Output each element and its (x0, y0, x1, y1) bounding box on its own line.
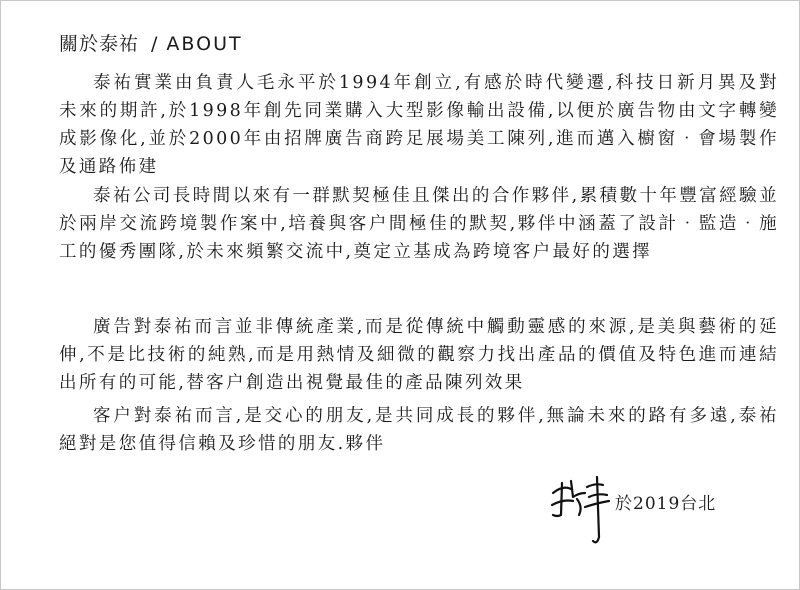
paragraph-partners: 泰祐公司長時間以來有一群默契極佳且傑出的合作夥伴,累積數十年豐富經驗並於兩岸交流跨境製作案中,培養與客户間極佳的默契,夥伴中涵蓋了設計‧監造‧施工的優秀團隊,於未來頻繁交流中,奠定立基成為跨境客户最好的選擇 (59, 186, 779, 262)
heading-english: ABOUT (166, 33, 243, 55)
paragraph-philosophy: 廣告對泰祐而言並非傳統產業,而是從傳統中觸動靈感的來源,是美與藝術的延伸,不是比技術的純熟,而是用熱情及細微的觀察力找出產品的價值及特色進而連結出所有的可能,替客户創造出視覺最佳的產品陳列效果 (59, 317, 779, 393)
page-heading (59, 29, 243, 56)
heading-chinese: 關於泰祐 (59, 33, 140, 55)
heading-separator: / (151, 33, 159, 55)
signature-date: 於2019台北 (615, 494, 717, 514)
handwritten-signature (549, 471, 619, 551)
signature-block (549, 471, 779, 551)
paragraph-history: 泰祐實業由負責人毛永平於1994年創立,有感於時代變遷,科技日新月異及對未來的期許,於1998年創先同業購入大型影像輸出設備,以便於廣告物由文字轉變成影像化,並於2000年由招牌廣告商跨足展場美工陳列,進而邁入櫥窗‧會場製作及通路佈建 (59, 73, 779, 177)
paragraph-clients: 客户對泰祐而言,是交心的朋友,是共同成長的夥伴,無論未來的路有多遠,泰祐絕對是您值得信賴及珍惜的朋友.夥伴 (59, 406, 779, 454)
